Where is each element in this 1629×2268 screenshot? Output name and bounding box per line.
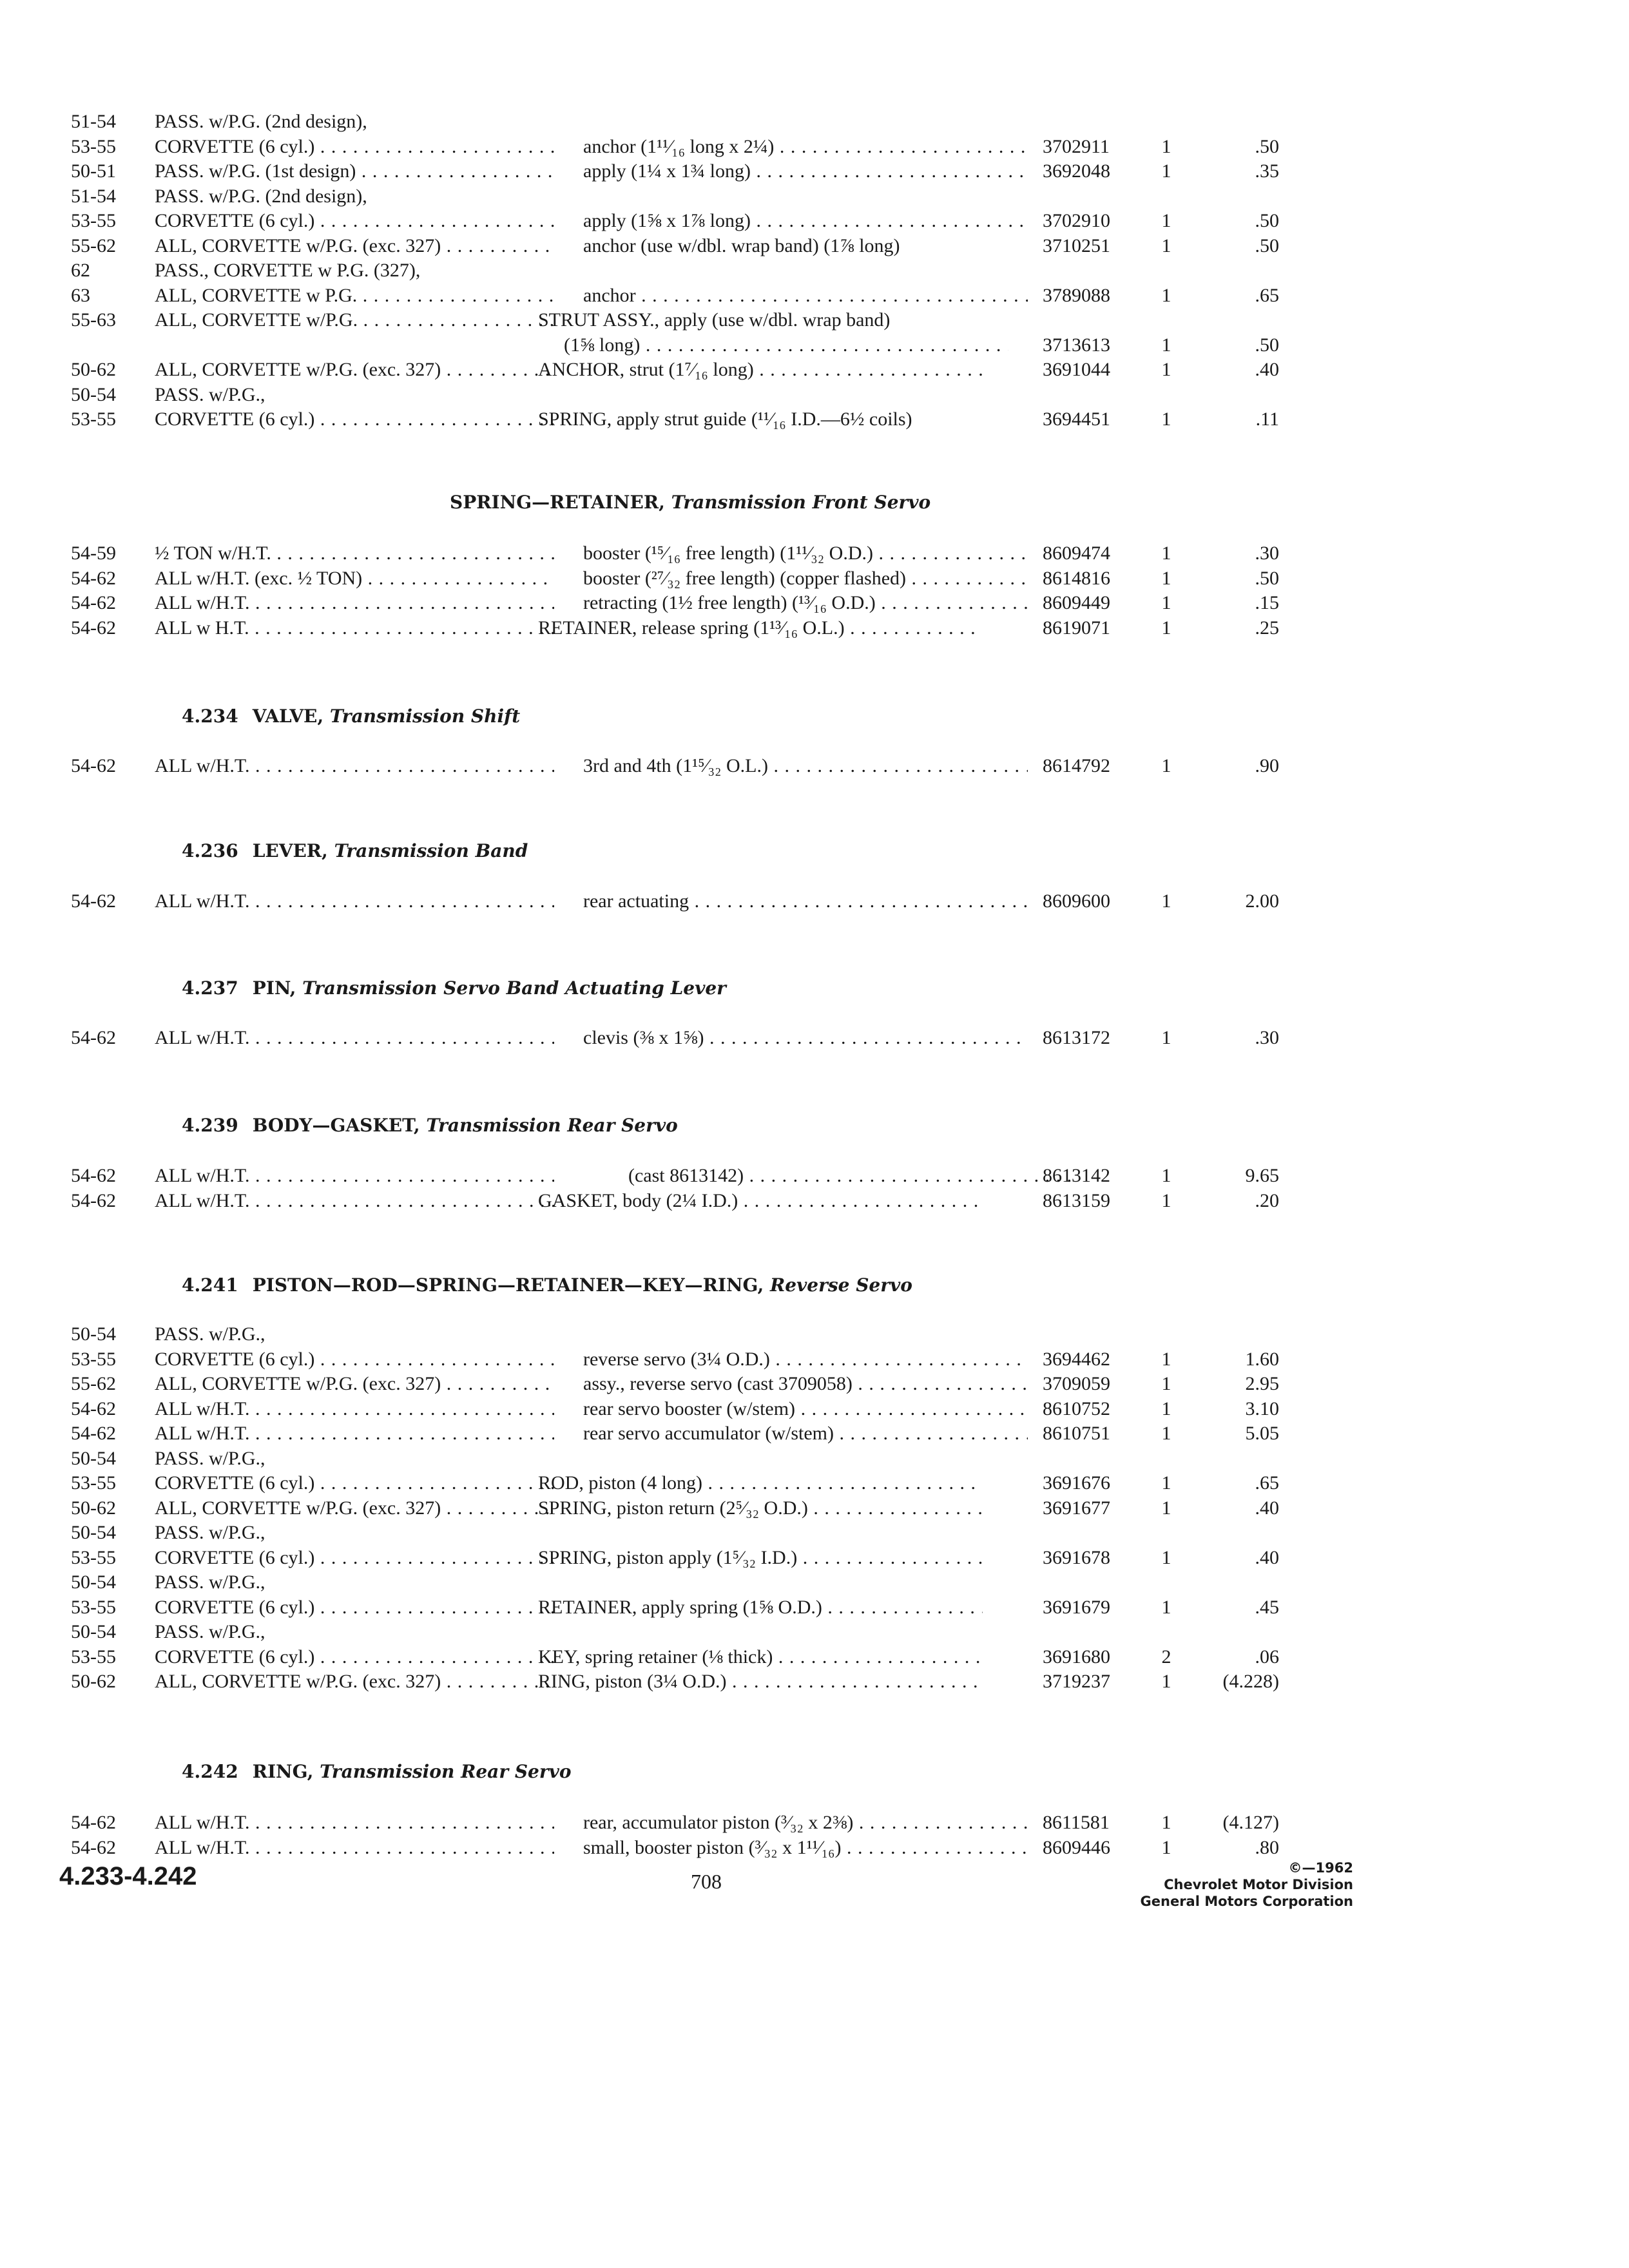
parts-row xyxy=(0,1446,1629,1471)
list-price: (4.228) xyxy=(1222,1671,1279,1692)
model-years: 50-54 xyxy=(71,383,116,405)
parts-row xyxy=(0,1521,1629,1545)
quantity: 1 xyxy=(1161,1836,1171,1858)
model-years: 54-62 xyxy=(71,1836,116,1858)
part-number: 8609446 xyxy=(1043,1836,1110,1858)
list-price: .50 xyxy=(1255,334,1279,356)
model-application: ½ TON w/H.T. . . . xyxy=(155,541,554,566)
model-years: 53-55 xyxy=(71,408,116,430)
parts-row xyxy=(0,1645,1629,1669)
copyright-block xyxy=(1141,1860,1353,1910)
list-price: .50 xyxy=(1255,567,1279,589)
section-title-main: LEVER, xyxy=(252,840,328,861)
quantity: 1 xyxy=(1161,890,1171,912)
section-title-sub: Transmission Rear Servo xyxy=(426,1115,678,1136)
quantity: 1 xyxy=(1161,1373,1171,1394)
part-number: 8614816 xyxy=(1043,567,1110,589)
section-number: 4.234 xyxy=(182,706,238,727)
list-price: 3.10 xyxy=(1245,1398,1279,1419)
section-title-sub: Transmission Front Servo xyxy=(671,492,931,513)
quantity: 1 xyxy=(1161,1472,1171,1494)
part-number: 3691679 xyxy=(1043,1596,1110,1618)
part-description: assy., reverse servo (cast 3709058) . . . xyxy=(583,1372,1028,1396)
part-number: 3702911 xyxy=(1043,135,1110,157)
list-price: .35 xyxy=(1255,160,1279,182)
part-description: rear servo accumulator (w/stem) . . . xyxy=(583,1421,1028,1446)
model-application: ALL w/H.T. . . . xyxy=(155,754,554,778)
section-heading xyxy=(182,1274,912,1297)
quantity: 1 xyxy=(1161,592,1171,613)
parts-row xyxy=(0,1836,1629,1860)
part-description: reverse servo (3¼ O.D.) . . . xyxy=(583,1347,1028,1372)
model-years: 53-55 xyxy=(71,210,116,231)
model-application: ALL w/H.T. . . . xyxy=(155,1026,554,1050)
model-application: ALL w/H.T. . . . xyxy=(155,1421,554,1446)
section-title-main: PISTON—ROD—SPRING—RETAINER—KEY—RING, xyxy=(252,1274,764,1296)
model-application: ALL w/H.T. . . . xyxy=(155,1836,554,1860)
model-years: 53-55 xyxy=(71,1348,116,1370)
list-price: .06 xyxy=(1255,1646,1279,1667)
model-application: PASS. w/P.G., xyxy=(155,1522,265,1543)
parts-row xyxy=(0,591,1629,615)
model-application: PASS. w/P.G., xyxy=(155,1447,265,1469)
model-years: 53-55 xyxy=(71,135,116,157)
section-heading xyxy=(182,977,726,1000)
parts-row xyxy=(0,566,1629,591)
part-number: 3710251 xyxy=(1043,235,1110,256)
section-heading xyxy=(182,705,520,728)
quantity: 1 xyxy=(1161,408,1171,430)
quantity: 1 xyxy=(1161,210,1171,231)
part-description: rear actuating . . . xyxy=(583,889,1028,914)
quantity: 1 xyxy=(1161,334,1171,356)
model-years: 53-55 xyxy=(71,1596,116,1618)
section-heading xyxy=(182,840,528,863)
section-title-sub: Reverse Servo xyxy=(769,1274,912,1296)
section-title-main: BODY—GASKET, xyxy=(252,1115,420,1136)
part-description: apply (1⅝ x 1⅞ long) . . . xyxy=(583,209,1028,233)
quantity: 1 xyxy=(1161,135,1171,157)
part-number: 8610752 xyxy=(1043,1398,1110,1419)
model-application: CORVETTE (6 cyl.) . . . xyxy=(155,1546,554,1570)
model-application: CORVETTE (6 cyl.) . . . xyxy=(155,1595,554,1620)
part-description: rear servo booster (w/stem) . . . xyxy=(583,1397,1028,1421)
model-application: ALL w/H.T. . . . xyxy=(155,889,554,914)
part-number: 8609600 xyxy=(1043,890,1110,912)
part-number: 3694462 xyxy=(1043,1348,1110,1370)
part-description: anchor . . . xyxy=(583,284,1028,308)
parts-row xyxy=(0,358,1629,382)
parts-row xyxy=(0,616,1629,640)
section-title-main: PIN, xyxy=(252,977,296,999)
section-title-main: VALVE, xyxy=(252,706,324,727)
parts-row xyxy=(0,1026,1629,1050)
list-price: 9.65 xyxy=(1245,1165,1279,1186)
part-description: ROD, piston (4 long) . . . xyxy=(538,1471,983,1495)
model-application: CORVETTE (6 cyl.) . . . xyxy=(155,135,554,159)
model-application: PASS. w/P.G., xyxy=(155,1571,265,1593)
quantity: 1 xyxy=(1161,1165,1171,1186)
page-number: 708 xyxy=(691,1870,722,1893)
section-number: 4.237 xyxy=(182,977,238,999)
parts-row xyxy=(0,333,1629,358)
parts-row xyxy=(0,1570,1629,1595)
parts-row xyxy=(0,1496,1629,1521)
section-heading xyxy=(182,1760,572,1783)
section-number: 4.239 xyxy=(182,1115,238,1136)
quantity: 1 xyxy=(1161,617,1171,639)
model-application: ALL w H.T. . . . xyxy=(155,616,554,640)
section-title-sub: Transmission Shift xyxy=(329,706,521,727)
model-years: 50-54 xyxy=(71,1522,116,1543)
section-title-sub: Transmission Band xyxy=(334,840,528,861)
model-application: ALL, CORVETTE w/P.G. (exc. 327) . . . xyxy=(155,1669,554,1694)
part-number: 3692048 xyxy=(1043,160,1110,182)
quantity: 1 xyxy=(1161,160,1171,182)
part-description: STRUT ASSY., apply (use w/dbl. wrap band) xyxy=(538,309,891,331)
quantity: 1 xyxy=(1161,284,1171,306)
quantity: 1 xyxy=(1161,1398,1171,1419)
quantity: 1 xyxy=(1161,1497,1171,1519)
part-number: 3691676 xyxy=(1043,1472,1110,1494)
model-years: 54-62 xyxy=(71,890,116,912)
list-price: .40 xyxy=(1255,359,1279,380)
parts-row xyxy=(0,209,1629,233)
parts-row xyxy=(0,1164,1629,1188)
part-description: anchor (1¹¹⁄₁₆ long x 2¼) . . . xyxy=(583,135,1028,159)
model-years: 50-62 xyxy=(71,359,116,380)
list-price: .65 xyxy=(1255,284,1279,306)
model-years: 50-62 xyxy=(71,1497,116,1519)
parts-row xyxy=(0,159,1629,184)
part-description: SPRING, apply strut guide (¹¹⁄₁₆ I.D.—6½ coils) xyxy=(538,408,912,430)
model-application: PASS. w/P.G., xyxy=(155,383,265,405)
parts-row xyxy=(0,1372,1629,1396)
model-years: 55-62 xyxy=(71,1373,116,1394)
section-heading xyxy=(450,491,930,514)
list-price: .50 xyxy=(1255,210,1279,231)
model-years: 54-62 xyxy=(71,1165,116,1186)
model-application: ALL w/H.T. (exc. ½ TON) . . . xyxy=(155,566,554,591)
part-description: SPRING, piston apply (1⁵⁄₃₂ I.D.) . . . xyxy=(538,1546,983,1570)
model-application: ALL, CORVETTE w/P.G. (exc. 327) . . . xyxy=(155,1372,554,1396)
model-years: 54-62 xyxy=(71,592,116,613)
list-price: .90 xyxy=(1255,755,1279,776)
parts-row xyxy=(0,135,1629,159)
part-number: 3719237 xyxy=(1043,1671,1110,1692)
model-years: 50-54 xyxy=(71,1323,116,1345)
corporation-name: General Motors Corporation xyxy=(1140,1894,1353,1909)
parts-row xyxy=(0,1347,1629,1372)
model-application: PASS. w/P.G. (2nd design), xyxy=(155,111,367,132)
parts-row xyxy=(0,110,1629,134)
part-number: 8619071 xyxy=(1043,617,1110,639)
quantity: 1 xyxy=(1161,235,1171,256)
quantity: 2 xyxy=(1161,1646,1171,1667)
model-years: 54-62 xyxy=(71,755,116,776)
model-application: PASS. w/P.G., xyxy=(155,1621,265,1642)
parts-row xyxy=(0,1546,1629,1570)
parts-row xyxy=(0,754,1629,778)
model-application: ALL w/H.T. . . . xyxy=(155,1189,554,1213)
model-years: 50-51 xyxy=(71,160,116,182)
model-years: 53-55 xyxy=(71,1472,116,1494)
model-years: 54-62 xyxy=(71,617,116,639)
list-price: 2.00 xyxy=(1245,890,1279,912)
quantity: 1 xyxy=(1161,1546,1171,1568)
section-title-sub: Transmission Servo Band Actuating Lever xyxy=(302,977,726,999)
list-price: .30 xyxy=(1255,543,1279,564)
part-description: GASKET, body (2¼ I.D.) . . . xyxy=(538,1189,983,1213)
section-heading xyxy=(182,1114,678,1137)
section-range: 4.233-4.242 xyxy=(59,1862,197,1890)
part-description: clevis (⅜ x 1⅝) . . . xyxy=(583,1026,1028,1050)
parts-row xyxy=(0,1397,1629,1421)
section-title-main: SPRING—RETAINER, xyxy=(450,492,665,513)
model-years: 51-54 xyxy=(71,185,116,207)
part-description: ANCHOR, strut (1⁷⁄₁₆ long) . . . xyxy=(538,358,983,382)
part-description: booster (¹⁵⁄₁₆ free length) (1¹¹⁄₃₂ O.D.) . . . xyxy=(583,541,1028,566)
part-description: (1⅝ long) . . . xyxy=(564,333,1008,358)
part-description: apply (1¼ x 1¾ long) . . . xyxy=(583,159,1028,184)
quantity: 1 xyxy=(1161,543,1171,564)
list-price: 1.60 xyxy=(1245,1348,1279,1370)
section-title-main: RING, xyxy=(252,1761,314,1782)
parts-row xyxy=(0,1669,1629,1694)
section-number: 4.241 xyxy=(182,1274,238,1296)
model-application: PASS. w/P.G., xyxy=(155,1323,265,1345)
section-number: 4.242 xyxy=(182,1761,238,1782)
part-description: small, booster piston (³⁄₃₂ x 1¹¹⁄₁₆) . . . xyxy=(583,1836,1028,1860)
model-application: ALL w/H.T. . . . xyxy=(155,1397,554,1421)
model-years: 54-62 xyxy=(71,1398,116,1419)
part-description: retracting (1½ free length) (¹³⁄₁₆ O.D.) . . . xyxy=(583,591,1028,615)
model-application: PASS. w/P.G. (1st design) . . . xyxy=(155,159,554,184)
model-years: 62 xyxy=(71,260,90,281)
list-price: .30 xyxy=(1255,1027,1279,1048)
model-application: ALL, CORVETTE w/P.G. (exc. 327) . . . xyxy=(155,234,554,258)
parts-row xyxy=(0,234,1629,258)
quantity: 1 xyxy=(1161,1671,1171,1692)
quantity: 1 xyxy=(1161,755,1171,776)
model-years: 50-54 xyxy=(71,1621,116,1642)
quantity: 1 xyxy=(1161,1189,1171,1211)
part-number: 3691677 xyxy=(1043,1497,1110,1519)
model-application: ALL, CORVETTE w/P.G. (exc. 327) . . . xyxy=(155,1496,554,1521)
parts-row xyxy=(0,383,1629,407)
model-years: 54-62 xyxy=(71,567,116,589)
model-application: PASS., CORVETTE w P.G. (327), xyxy=(155,260,421,281)
model-years: 50-54 xyxy=(71,1447,116,1469)
model-years: 63 xyxy=(71,284,90,306)
part-description: anchor (use w/dbl. wrap band) (1⅞ long) xyxy=(583,235,900,256)
model-application: CORVETTE (6 cyl.) . . . xyxy=(155,407,554,432)
quantity: 1 xyxy=(1161,1423,1171,1444)
part-description: RING, piston (3¼ O.D.) . . . xyxy=(538,1669,983,1694)
parts-row xyxy=(0,889,1629,914)
part-number: 3694451 xyxy=(1043,408,1110,430)
model-years: 55-62 xyxy=(71,235,116,256)
model-application: ALL, CORVETTE w P.G. . . . xyxy=(155,284,554,308)
list-price: (4.127) xyxy=(1222,1812,1279,1833)
model-application: ALL w/H.T. . . . xyxy=(155,591,554,615)
part-description: KEY, spring retainer (⅛ thick) . . . xyxy=(538,1645,983,1669)
parts-row xyxy=(0,1322,1629,1347)
part-number: 3709059 xyxy=(1043,1373,1110,1394)
part-number: 3789088 xyxy=(1043,284,1110,306)
part-description: RETAINER, release spring (1¹³⁄₁₆ O.L.) . . . xyxy=(538,616,983,640)
model-years: 54-62 xyxy=(71,1423,116,1444)
part-number: 3702910 xyxy=(1043,210,1110,231)
model-years: 50-62 xyxy=(71,1671,116,1692)
part-number: 8609449 xyxy=(1043,592,1110,613)
list-price: .50 xyxy=(1255,135,1279,157)
quantity: 1 xyxy=(1161,1596,1171,1618)
model-application: ALL, CORVETTE w/P.G. . . . xyxy=(155,308,554,332)
model-years: 54-59 xyxy=(71,543,116,564)
model-years: 53-55 xyxy=(71,1546,116,1568)
part-description: SPRING, piston return (2⁵⁄₃₂ O.D.) . . . xyxy=(538,1496,983,1521)
model-years: 50-54 xyxy=(71,1571,116,1593)
list-price: .80 xyxy=(1255,1836,1279,1858)
parts-row xyxy=(0,1595,1629,1620)
part-number: 8610751 xyxy=(1043,1423,1110,1444)
model-application: CORVETTE (6 cyl.) . . . xyxy=(155,1347,554,1372)
list-price: .65 xyxy=(1255,1472,1279,1494)
part-number: 8613159 xyxy=(1043,1189,1110,1211)
parts-row xyxy=(0,308,1629,332)
list-price: 2.95 xyxy=(1245,1373,1279,1394)
list-price: .45 xyxy=(1255,1596,1279,1618)
model-application: PASS. w/P.G. (2nd design), xyxy=(155,185,367,207)
model-years: 53-55 xyxy=(71,1646,116,1667)
model-years: 54-62 xyxy=(71,1189,116,1211)
parts-row xyxy=(0,1189,1629,1213)
part-number: 3691678 xyxy=(1043,1546,1110,1568)
part-description: 3rd and 4th (1¹⁵⁄₃₂ O.L.) . . . xyxy=(583,754,1028,778)
model-years: 54-62 xyxy=(71,1027,116,1048)
part-number: 8613172 xyxy=(1043,1027,1110,1048)
model-application: ALL w/H.T. . . . xyxy=(155,1164,554,1188)
quantity: 1 xyxy=(1161,1027,1171,1048)
part-number: 8613142 xyxy=(1043,1165,1110,1186)
model-application: ALL w/H.T. . . . xyxy=(155,1811,554,1835)
quantity: 1 xyxy=(1161,567,1171,589)
list-price: .25 xyxy=(1255,617,1279,639)
model-application: CORVETTE (6 cyl.) . . . xyxy=(155,1471,554,1495)
part-description: booster (²⁷⁄₃₂ free length) (copper flashed) . . . xyxy=(583,566,1028,591)
list-price: .11 xyxy=(1255,408,1279,430)
list-price: .40 xyxy=(1255,1546,1279,1568)
parts-row xyxy=(0,1811,1629,1835)
list-price: .20 xyxy=(1255,1189,1279,1211)
section-title-sub: Transmission Rear Servo xyxy=(320,1761,572,1782)
model-years: 54-62 xyxy=(71,1812,116,1833)
model-application: CORVETTE (6 cyl.) . . . xyxy=(155,209,554,233)
part-description: RETAINER, apply spring (1⅝ O.D.) . . . xyxy=(538,1595,983,1620)
parts-row xyxy=(0,1620,1629,1644)
list-price: .40 xyxy=(1255,1497,1279,1519)
list-price: 5.05 xyxy=(1245,1423,1279,1444)
part-number: 8611581 xyxy=(1043,1812,1110,1833)
parts-row xyxy=(0,407,1629,432)
parts-row xyxy=(0,184,1629,209)
parts-row xyxy=(0,284,1629,308)
part-description: rear, accumulator piston (³⁄₃₂ x 2⅜) . . . xyxy=(583,1811,1028,1835)
part-number: 3691044 xyxy=(1043,359,1110,380)
part-number: 8609474 xyxy=(1043,543,1110,564)
parts-row xyxy=(0,541,1629,566)
model-application: CORVETTE (6 cyl.) . . . xyxy=(155,1645,554,1669)
part-number: 3713613 xyxy=(1043,334,1110,356)
quantity: 1 xyxy=(1161,1812,1171,1833)
model-application: ALL, CORVETTE w/P.G. (exc. 327) . . . xyxy=(155,358,554,382)
section-number: 4.236 xyxy=(182,840,238,861)
model-years: 51-54 xyxy=(71,111,116,132)
list-price: .50 xyxy=(1255,235,1279,256)
parts-row xyxy=(0,1421,1629,1446)
part-number: 8614792 xyxy=(1043,755,1110,776)
part-description: (cast 8613142) . . . xyxy=(628,1164,1073,1188)
list-price: .15 xyxy=(1255,592,1279,613)
part-number: 3691680 xyxy=(1043,1646,1110,1667)
quantity: 1 xyxy=(1161,1348,1171,1370)
quantity: 1 xyxy=(1161,359,1171,380)
copyright-year: ©—1962 xyxy=(1288,1860,1353,1876)
parts-row xyxy=(0,1471,1629,1495)
division-name: Chevrolet Motor Division xyxy=(1164,1877,1353,1892)
parts-row xyxy=(0,258,1629,283)
model-years: 55-63 xyxy=(71,309,116,331)
